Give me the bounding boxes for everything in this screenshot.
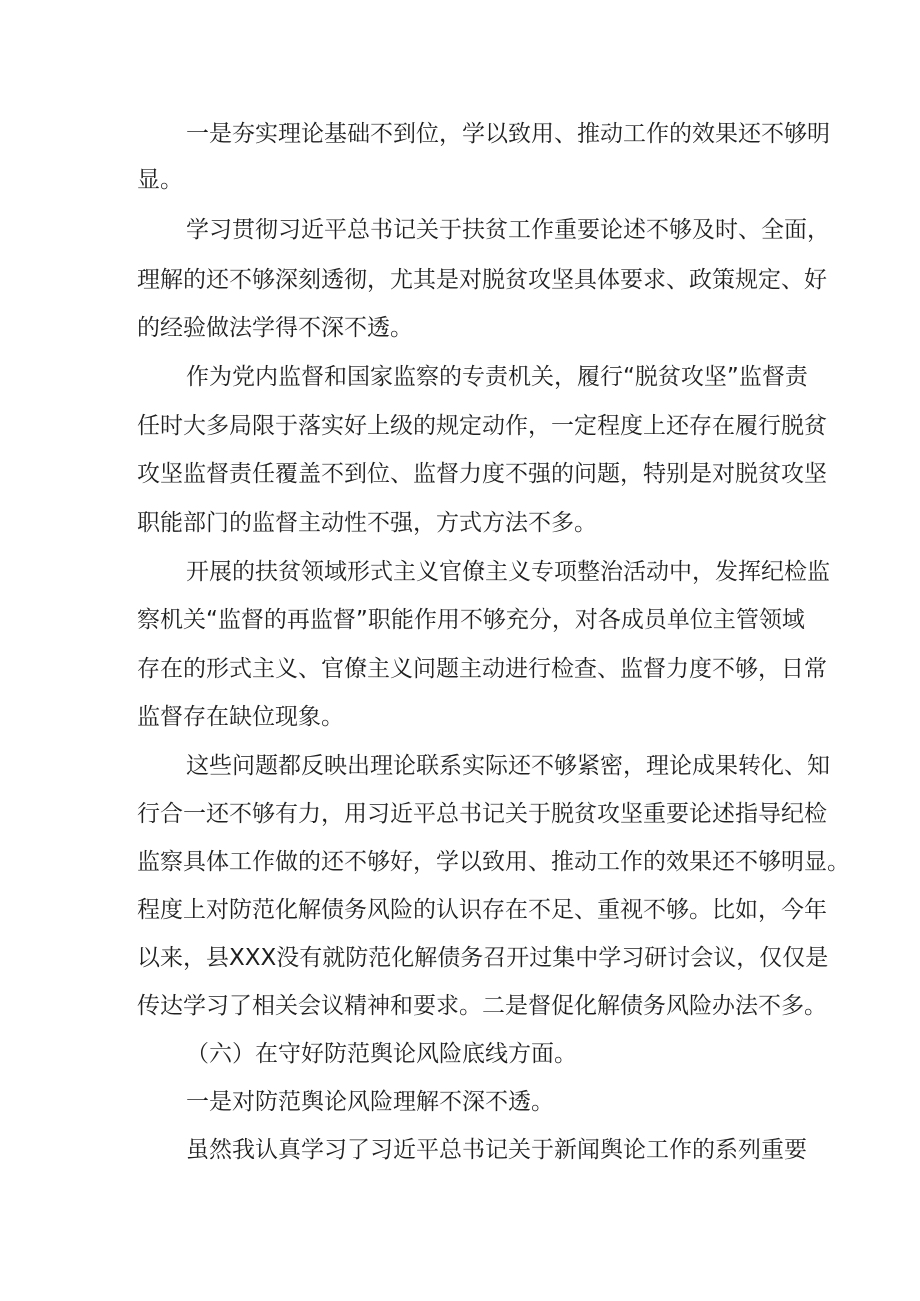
text-line: 行合一还不够有力，用习近平总书记关于脱贫攻坚重要论述指导纪检 bbox=[137, 801, 827, 827]
text-line: 传达学习了相关会议精神和要求。二是督促化解债务风险办法不多。 bbox=[137, 993, 827, 1019]
text-line: 以来，县XXX没有就防范化解债务召开过集中学习研讨会议，仅仅是 bbox=[137, 945, 829, 971]
text-line: 存在的形式主义、官僚主义问题主动进行检查、监督力度不够，日常 bbox=[137, 656, 827, 682]
text-line: 的经验做法学得不深不透。 bbox=[137, 315, 413, 341]
text-line: 攻坚监督责任覆盖不到位、监督力度不强的问题，特别是对脱贫攻坚 bbox=[137, 461, 827, 487]
text-line: 开展的扶贫领域形式主义官僚主义专项整治活动中，发挥纪检监 bbox=[186, 559, 830, 585]
text-line: 任时大多局限于落实好上级的规定动作，一定程度上还存在履行脱贫 bbox=[137, 413, 827, 439]
text-line: 学习贯彻习近平总书记关于扶贫工作重要论述不够及时、全面， bbox=[186, 217, 830, 243]
text-line: 一是对防范舆论风险理解不深不透。 bbox=[186, 1089, 554, 1115]
text-line: 监察具体工作做的还不够好，学以致用、推动工作的效果还不够明显。 bbox=[137, 849, 850, 875]
text-line: 职能部门的监督主动性不强，方式方法不多。 bbox=[137, 510, 597, 536]
text-line: 这些问题都反映出理论联系实际还不够紧密，理论成果转化、知 bbox=[186, 753, 830, 779]
section-heading: （六）在守好防范舆论风险底线方面。 bbox=[186, 1041, 577, 1067]
text-line: 察机关“监督的再监督”职能作用不够充分，对各成员单位主管领域 bbox=[137, 607, 805, 633]
text-line: 一是夯实理论基础不到位，学以致用、推动工作的效果还不够明 bbox=[186, 121, 830, 147]
text-line: 显。 bbox=[137, 167, 183, 193]
text-line: 监督存在缺位现象。 bbox=[137, 704, 344, 730]
text-line: 理解的还不够深刻透彻，尤其是对脱贫攻坚具体要求、政策规定、好 bbox=[137, 267, 827, 293]
text-line: 虽然我认真学习了习近平总书记关于新闻舆论工作的系列重要 bbox=[186, 1137, 807, 1163]
text-line: 程度上对防范化解债务风险的认识存在不足、重视不够。比如，今年 bbox=[137, 897, 827, 923]
text-line: 作为党内监督和国家监察的专责机关，履行“脱贫攻坚”监督责 bbox=[186, 364, 808, 390]
